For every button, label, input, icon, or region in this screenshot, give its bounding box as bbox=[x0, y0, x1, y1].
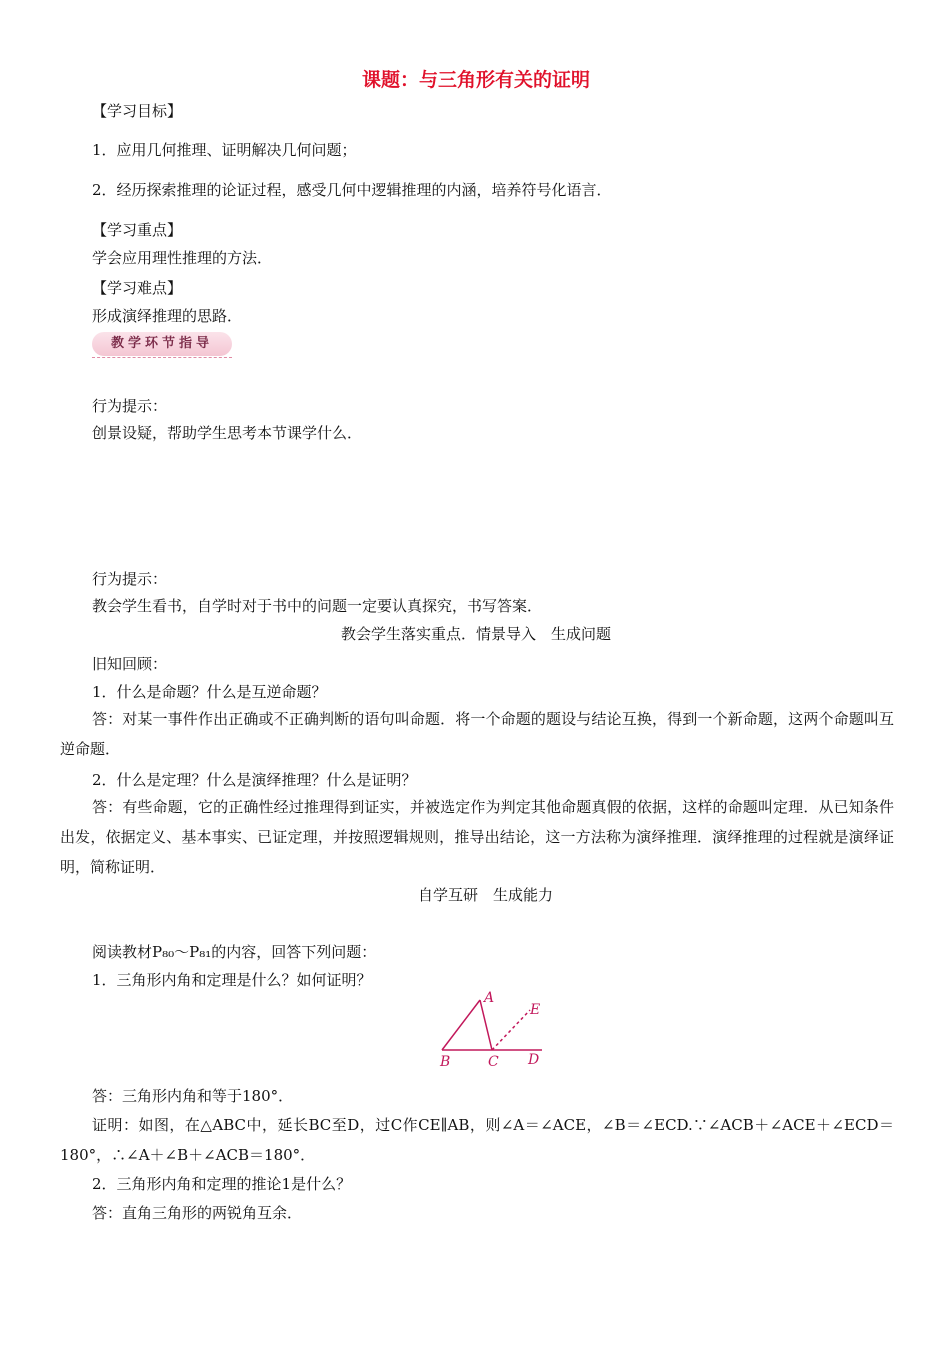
key-point-heading: 【学习重点】 bbox=[92, 221, 183, 239]
line-ac bbox=[480, 1000, 492, 1050]
label-d: D bbox=[528, 1052, 540, 1068]
difficulty-text: 形成演绎推理的思路． bbox=[92, 307, 243, 325]
key-point-text: 学会应用理性推理的方法． bbox=[92, 249, 273, 267]
hint1-text: 创景设疑，帮助学生思考本节课学什么． bbox=[92, 424, 363, 442]
answer-3: 答：三角形内角和等于180°． bbox=[92, 1087, 294, 1105]
hint2-text: 教会学生看书，自学时对于书中的问题一定要认真探究，书写答案． bbox=[92, 597, 543, 615]
review-answer-1: 答：对某一事件作出正确或不正确判断的语句叫命题．将一个命题的题设与结论互换，得到一个新命题，这两个命题叫互逆命题． bbox=[60, 710, 894, 758]
page-title: 课题：与三角形有关的证明 bbox=[362, 69, 591, 91]
teaching-guide-banner bbox=[92, 332, 232, 356]
label-b: B bbox=[440, 1054, 451, 1070]
review-question-1: 1．什么是命题？什么是互逆命题？ bbox=[92, 683, 327, 701]
hint2-label: 行为提示： bbox=[92, 570, 168, 588]
review-question-2: 2．什么是定理？什么是演绎推理？什么是证明？ bbox=[92, 771, 417, 789]
section-heading-1: 教会学生落实重点．情景导入 生成问题 bbox=[341, 625, 612, 643]
proof-text: 证明：如图，在△ABC中，延长BC至D，过C作CE∥AB，则∠A＝∠ACE，∠B＝∠ECD.∵∠ACB＋∠ACE＋∠ECD＝180°，∴∠A＋∠B＋∠ACB＝180°． bbox=[60, 1116, 894, 1164]
label-c: C bbox=[488, 1054, 499, 1070]
hint1-label: 行为提示： bbox=[92, 397, 168, 415]
goal-item-1: 1．应用几何推理、证明解决几何问题； bbox=[92, 141, 357, 159]
section-heading-2: 自学互研 生成能力 bbox=[418, 886, 554, 904]
goal-item-2: 2．经历探索推理的论证过程，感受几何中逻辑推理的内涵，培养符号化语言． bbox=[92, 181, 612, 199]
banner-divider bbox=[92, 357, 232, 358]
review-label: 旧知回顾： bbox=[92, 655, 168, 673]
line-ce bbox=[492, 1010, 530, 1050]
goals-heading: 【学习目标】 bbox=[92, 102, 183, 120]
triangle-figure bbox=[430, 990, 550, 1070]
banner-label: 教学环节指导 bbox=[110, 336, 213, 351]
answer-4: 答：直角三角形的两锐角互余． bbox=[92, 1204, 303, 1222]
reading-instruction: 阅读教材P₈₀～P₈₁的内容，回答下列问题： bbox=[92, 943, 377, 961]
label-e: E bbox=[530, 1002, 541, 1018]
question-3: 1．三角形内角和定理是什么？如何证明？ bbox=[92, 971, 372, 989]
review-answer-2: 答：有些命题，它的正确性经过推理得到证实，并被选定作为判定其他命题真假的依据，这样的命题叫定理．从已知条件出发，依据定义、基本事实、已证定理，并按照逻辑规则，推导出结论，这一方法称为演绎推理．演绎推理的过程就是演绎证明，简称证明． bbox=[60, 798, 894, 876]
question-4: 2．三角形内角和定理的推论1是什么？ bbox=[92, 1175, 352, 1193]
label-a: A bbox=[484, 990, 495, 1006]
line-ab bbox=[442, 1000, 480, 1050]
difficulty-heading: 【学习难点】 bbox=[92, 279, 183, 297]
